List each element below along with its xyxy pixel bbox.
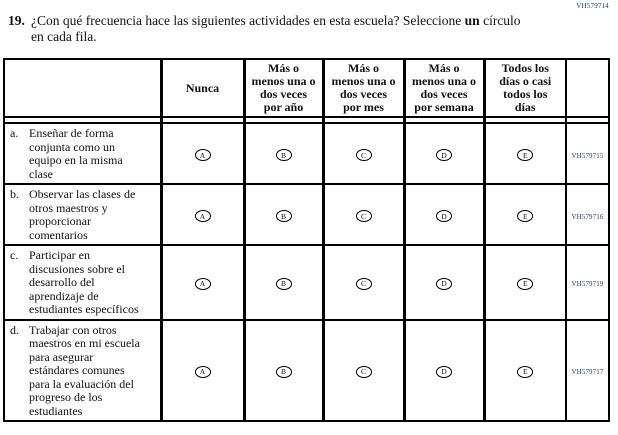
answer-bubble-c[interactable]: C (356, 278, 372, 290)
answer-bubble-d[interactable]: D (436, 210, 452, 222)
table-row-b (4, 184, 609, 245)
question-number: 19. (8, 13, 25, 28)
question-bold-word: un (464, 13, 480, 28)
header-todos-los-dias: Todos los días o casi todos los días (484, 59, 566, 117)
option-cell-todos (484, 320, 566, 422)
option-cell-nunca (161, 245, 244, 320)
question-text-pre: ¿Con qué frecuencia hace las siguientes actividades en esta escuela? Seleccione (31, 13, 465, 28)
frequency-table (3, 58, 610, 422)
answer-bubble-e[interactable]: E (517, 210, 533, 222)
header-activity-blank (4, 59, 161, 117)
answer-bubble-c[interactable]: C (356, 210, 372, 222)
question-text (31, 13, 534, 44)
option-cell-todos (484, 245, 566, 320)
answer-bubble-a[interactable]: A (195, 210, 211, 222)
option-cell-ano (244, 123, 323, 184)
code-cell (566, 123, 609, 184)
activity-cell (4, 320, 161, 422)
answer-bubble-e[interactable]: E (517, 149, 533, 161)
option-cell-nunca (161, 320, 244, 422)
header-code-blank (566, 59, 609, 117)
option-cell-semana (404, 123, 484, 184)
answer-bubble-a[interactable]: A (195, 366, 211, 378)
answer-bubble-e[interactable]: E (517, 278, 533, 290)
answer-bubble-b[interactable]: B (276, 366, 292, 378)
activity-label: Observar las clases de otros maestros y proporcionar comentarios (29, 187, 136, 242)
code-cell (566, 245, 609, 320)
table-row-a (4, 123, 609, 184)
answer-bubble-b[interactable]: B (276, 149, 292, 161)
activity-label: Participar en discusiones sobre el desarrollo del aprendizaje de estudiantes específicos (29, 248, 139, 316)
activity-cell (4, 184, 161, 245)
row-letter: d. (10, 322, 19, 337)
item-code: VH579717 (571, 368, 604, 377)
activity-cell (4, 245, 161, 320)
answer-bubble-a[interactable]: A (195, 149, 211, 161)
answer-bubble-a[interactable]: A (195, 278, 211, 290)
answer-bubble-e[interactable]: E (517, 366, 533, 378)
table-row-c (4, 245, 609, 320)
option-cell-mes (323, 184, 404, 245)
row-letter: c. (10, 248, 19, 262)
option-cell-semana (404, 184, 484, 245)
header-una-dos-veces-ano: Más o menos una o dos veces por año (244, 59, 323, 117)
answer-bubble-d[interactable]: D (436, 149, 452, 161)
option-cell-semana (404, 320, 484, 422)
option-cell-mes (323, 320, 404, 422)
code-cell (566, 320, 609, 422)
option-cell-ano (244, 184, 323, 245)
table-row-d (4, 320, 609, 422)
activity-label: Trabajar con otros maestros en mi escuela para asegurar estándares comunes para la evaluación del progreso de los estudiantes (29, 322, 140, 418)
form-code: VH579714 (576, 2, 609, 10)
activity-label: Enseñar de forma conjunta como un equipo en la misma clase (29, 126, 123, 181)
answer-bubble-b[interactable]: B (276, 278, 292, 290)
activity-cell (4, 123, 161, 184)
option-cell-ano (244, 245, 323, 320)
option-cell-nunca (161, 184, 244, 245)
option-cell-mes (323, 123, 404, 184)
header-nunca: Nunca (161, 59, 244, 117)
item-code: VH579719 (571, 280, 604, 289)
answer-bubble-d[interactable]: D (436, 278, 452, 290)
header-una-dos-veces-mes: Más o menos una o dos veces por mes (323, 59, 404, 117)
answer-bubble-c[interactable]: C (356, 366, 372, 378)
answer-bubble-c[interactable]: C (356, 149, 372, 161)
row-letter: a. (10, 126, 19, 140)
item-code: VH579716 (571, 212, 604, 221)
row-letter: b. (10, 187, 19, 201)
option-cell-nunca (161, 123, 244, 184)
code-cell (566, 184, 609, 245)
question-text-post: círculo en cada fila. (31, 13, 521, 44)
option-cell-todos (484, 184, 566, 245)
option-cell-ano (244, 320, 323, 422)
answer-bubble-d[interactable]: D (436, 366, 452, 378)
question-19 (8, 13, 534, 44)
header-row (4, 59, 609, 117)
answer-bubble-b[interactable]: B (276, 210, 292, 222)
header-una-dos-veces-semana: Más o menos una o dos veces por semana (404, 59, 484, 117)
option-cell-semana (404, 245, 484, 320)
option-cell-todos (484, 123, 566, 184)
item-code: VH579715 (571, 151, 604, 160)
option-cell-mes (323, 245, 404, 320)
